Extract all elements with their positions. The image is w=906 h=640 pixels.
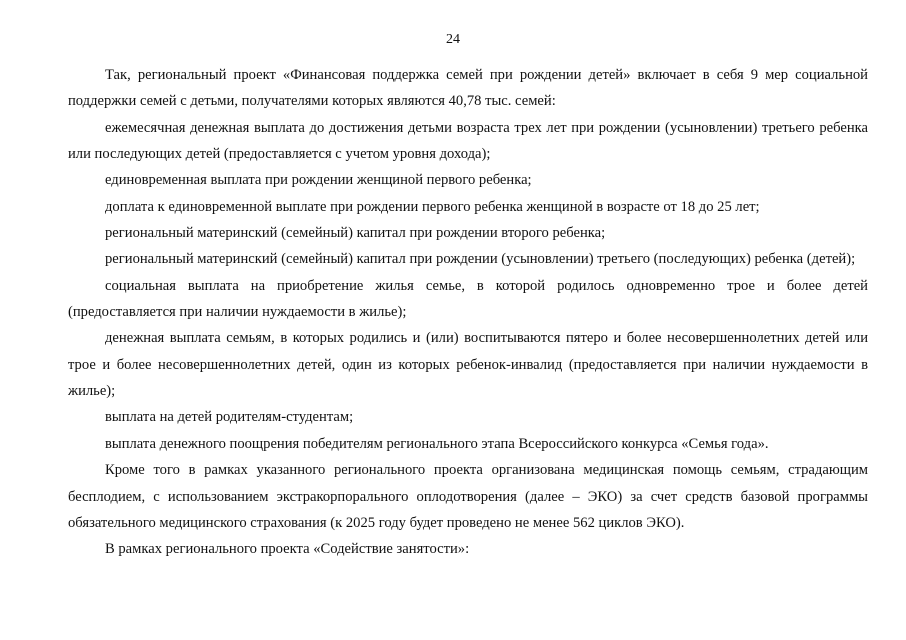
list-item-large-family-payment: денежная выплата семьям, в которых родились и (или) воспитываются пятеро и более несовершеннолетних детей или трое и более несовершеннолетних детей, один из которых ребенок-инвалид (предоставляется при наличии нуждаемости в жилье);: [68, 330, 868, 400]
list-item-capital-second-child: региональный материнский (семейный) капитал при рождении второго ребенка;: [105, 225, 606, 242]
page-number: 24: [446, 32, 460, 47]
list-item-young-mother-supplement: доплата к единовременной выплате при рождении первого ребенка женщиной в возрасте от 18 до 25 лет;: [105, 198, 760, 215]
list-item-family-of-year: выплата денежного поощрения победителям регионального этапа Всероссийского конкурса «Семья года».: [105, 435, 769, 452]
paragraph-intro: Так, региональный проект «Финансовая поддержка семей при рождении детей» включает в себя 9 мер социальной поддержки семей с детьми, получателями которых являются 40,78 тыс. семей:: [68, 67, 868, 110]
list-item-monthly-payment: ежемесячная денежная выплата до достижения детьми возраста трех лет при рождении (усыновлении) третьего ребенка или последующих детей (предоставляется с учетом уровня дохода);: [68, 119, 868, 163]
list-item-capital-third-child: региональный материнский (семейный) капитал при рождении (усыновлении) третьего (последующих) ребенка (детей);: [105, 251, 856, 268]
list-item-lump-sum-first-child: единовременная выплата при рождении женщиной первого ребенка;: [105, 172, 532, 189]
document-body: [68, 62, 868, 563]
paragraph-employment: В рамках регионального проекта «Содействие занятости»:: [105, 541, 470, 558]
paragraph-ivf: Кроме того в рамках указанного регионального проекта организована медицинская помощь семьям, страдающим бесплодием, с использованием экстракорпорального оплодотворения (далее – ЭКО) за счет средств базовой программы обязательного медицинского страхования (к 2025 году будет проведено не менее 562 циклов ЭКО).: [68, 462, 868, 531]
list-item-housing-payment: социальная выплата на приобретение жилья семье, в которой родилось одновременно трое и более детей (предоставляется при наличии нуждаемости в жилье);: [68, 277, 868, 321]
list-item-student-parents: выплата на детей родителям-студентам;: [105, 409, 354, 426]
